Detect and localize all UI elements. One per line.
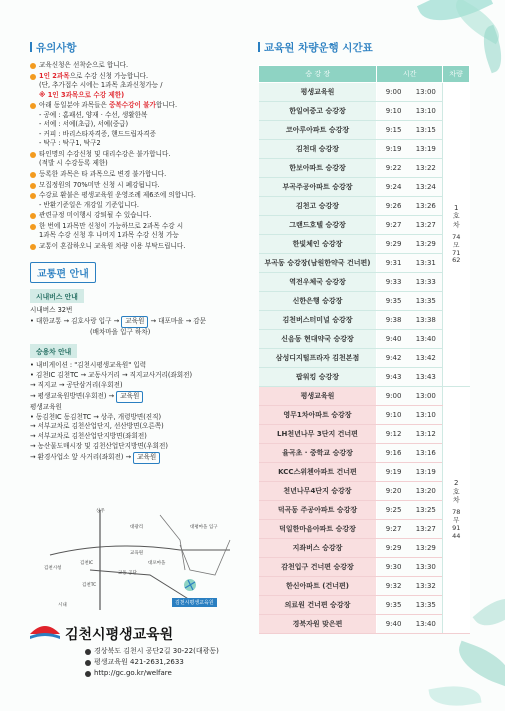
afternoon-time: 13:40 — [410, 615, 443, 634]
academy-box: 교육원 — [121, 316, 148, 328]
notice-subline: - 탁구 : 탁구1, 탁구2 — [39, 139, 101, 148]
schedule-row — [259, 596, 470, 615]
schedule-row — [259, 558, 470, 577]
morning-time: 9:22 — [377, 159, 410, 178]
afternoon-time: 13:10 — [410, 406, 443, 425]
bullet-icon — [30, 193, 36, 199]
bullet-icon — [30, 244, 36, 250]
morning-time: 9:16 — [377, 444, 410, 463]
morning-time: 9:10 — [377, 102, 410, 121]
org-contact — [85, 646, 219, 680]
org-address: 경상북도 김천시 공단2길 30-22(대광동) — [85, 646, 219, 657]
car-line: → 농산물도매시장 및 김천산업단지방면(우회전) — [30, 442, 168, 451]
car-line: • 내비게이션 : "김천시평생교육원" 입력 — [30, 361, 147, 370]
map-label: 김천TC — [82, 583, 97, 588]
afternoon-time: 13:16 — [410, 444, 443, 463]
notice-subline: - 서예 : 서예(초급), 서예(중급) — [39, 120, 129, 129]
stop-name: 평생교육원 — [259, 387, 377, 406]
schedule-row — [259, 387, 470, 406]
afternoon-time: 13:35 — [410, 292, 443, 311]
stop-name: 천년나무4단지 승강장 — [259, 482, 377, 501]
afternoon-time: 13:31 — [410, 254, 443, 273]
morning-time: 9:00 — [377, 387, 410, 406]
schedule-row — [259, 216, 470, 235]
stop-name: 한신아파트 (건너편) — [259, 577, 377, 596]
morning-time: 9:24 — [377, 178, 410, 197]
stop-name: 감천입구 건너편 승강장 — [259, 558, 377, 577]
vehicle-plate: 91 — [452, 524, 461, 533]
afternoon-time: 13:26 — [410, 197, 443, 216]
morning-time: 9:19 — [377, 140, 410, 159]
morning-time: 9:27 — [377, 216, 410, 235]
notice-subline: - 공예 : 홈패션, 양재 · 수선, 생활한복 — [39, 110, 148, 119]
schedule-row — [259, 159, 470, 178]
afternoon-time: 13:15 — [410, 121, 443, 140]
morning-time: 9:32 — [377, 577, 410, 596]
notice-subline: ※ 1인 3과목으로 수강 제한) — [39, 90, 125, 99]
afternoon-time: 13:00 — [410, 387, 443, 406]
notice-subline: (적발 시 수강등록 제한) — [39, 159, 108, 168]
morning-time: 9:00 — [377, 83, 410, 102]
afternoon-time: 13:10 — [410, 102, 443, 121]
stop-name: 의료원 건너편 승강장 — [259, 596, 377, 615]
org-name: 김천시평생교육원 — [65, 627, 174, 643]
schedule-row — [259, 178, 470, 197]
vehicle-label: 차 — [452, 220, 460, 229]
header-time: 시간 — [377, 66, 442, 83]
afternoon-time: 13:19 — [410, 140, 443, 159]
city-bus-note: (배차마을 입구 하차) — [90, 328, 151, 337]
schedule-title: 교육원 차량운행 시간표 — [258, 40, 478, 55]
header-stop: 승 강 장 — [259, 66, 377, 83]
notice-item: 교통이 혼잡하오니 교육원 차량 이용 부탁드립니다. — [30, 242, 250, 252]
vehicle-plate: 78 — [452, 508, 461, 517]
schedule-row — [259, 406, 470, 425]
notice-item: 1인 2과목으로 수강 신청 가능합니다. (단, 추가접수 시에는 1과목 초과신청가능 / ※ 1인 3과목으로 수강 제한) — [30, 72, 250, 101]
vehicle-label: 2 — [453, 479, 459, 488]
map-label: 대평마을 입구 — [190, 525, 218, 530]
stop-name: 팝워킹 승강장 — [259, 368, 377, 387]
stop-name: 그랜드호텔 승강장 — [259, 216, 377, 235]
map-target-label: 김천시평생교육원 — [172, 598, 217, 607]
stop-name: 율곡초 · 중학교 승강장 — [259, 444, 377, 463]
notice-item: 수강료 환불은 평생교육원 운영조례 제6조에 의합니다. - 반환기준일은 개강일 기준입니다. — [30, 191, 250, 210]
leaf-decoration — [428, 681, 481, 711]
car-line: • 동김천IC 동김천TC → 상주, 개령방면(진직) — [30, 412, 162, 421]
car-info — [30, 361, 250, 464]
stop-name: 코아루아파트 승강장 — [259, 121, 377, 140]
afternoon-time: 13:32 — [410, 577, 443, 596]
afternoon-time: 13:29 — [410, 539, 443, 558]
schedule-row — [259, 368, 470, 387]
afternoon-time: 13:00 — [410, 83, 443, 102]
vehicle-plate: 무 — [453, 516, 460, 525]
stop-name: 김천고 승강장 — [259, 197, 377, 216]
morning-time: 9:42 — [377, 349, 410, 368]
phone-icon — [85, 660, 91, 666]
stop-name: 신한은행 승강장 — [259, 292, 377, 311]
vehicle-cell — [442, 387, 469, 634]
city-bus-tag: 시내버스 안내 — [30, 289, 84, 303]
map-label: 김천시청 — [44, 566, 62, 571]
traffic-title: 교통편 안내 — [30, 262, 96, 283]
schedule-row — [259, 349, 470, 368]
map-label: 대포마을 — [148, 561, 166, 566]
academy-box: 교육원 — [133, 452, 160, 464]
notice-subline: - 반환기준일은 개강일 기준입니다. — [39, 200, 139, 209]
org-logo-icon — [30, 622, 60, 642]
morning-time: 9:15 — [377, 121, 410, 140]
morning-time: 9:26 — [377, 197, 410, 216]
vehicle-label: 차 — [452, 496, 460, 505]
morning-time: 9:27 — [377, 520, 410, 539]
bullet-icon — [30, 74, 36, 80]
schedule-row — [259, 235, 470, 254]
afternoon-time: 13:20 — [410, 482, 443, 501]
map-label: 교육원 — [130, 551, 144, 556]
academy-box: 교육원 — [116, 391, 143, 403]
car-line: → 서부교차로 김천산업단지방면(좌회전) — [30, 432, 147, 441]
vehicle-plate: 62 — [452, 256, 461, 265]
notice-subline: - 커피 : 바리스타자격증, 핸드드립자격증 — [39, 129, 156, 138]
car-tag: 승용차 안내 — [30, 344, 77, 358]
map-label: 상주 — [96, 509, 105, 514]
car-line: 평생교육원 — [30, 402, 62, 411]
map-label: 김천IC — [80, 561, 94, 566]
bullet-icon — [30, 213, 36, 219]
car-line: → 직지교 → 공단삼거리(우회전) — [30, 380, 123, 389]
afternoon-time: 13:24 — [410, 178, 443, 197]
notice-item: 모집정원의 70%미만 신청 시 폐강됩니다. — [30, 181, 250, 191]
notice-item: 한 번에 1과목만 신청이 가능하므로 2과목 수강 시 1과목 수강 신청 후 나머지 1과목 수강 신청 가능 — [30, 222, 250, 241]
bullet-icon — [30, 63, 36, 69]
morning-time: 9:40 — [377, 330, 410, 349]
schedule-row — [259, 330, 470, 349]
schedule-row — [259, 425, 470, 444]
car-line: → 평생교육원방면(우회전) → 교육원 — [30, 391, 250, 403]
morning-time: 9:12 — [377, 425, 410, 444]
bullet-icon — [30, 172, 36, 178]
notice-subline: 1과목 수강 신청 후 나머지 1과목 수강 신청 가능 — [39, 231, 179, 240]
afternoon-time: 13:29 — [410, 235, 443, 254]
morning-time: 9:29 — [377, 235, 410, 254]
afternoon-time: 13:22 — [410, 159, 443, 178]
morning-time: 9:35 — [377, 292, 410, 311]
schedule-row — [259, 140, 470, 159]
notice-title: 유의사항 — [30, 40, 250, 55]
afternoon-time: 13:27 — [410, 216, 443, 235]
city-bus-info — [30, 306, 250, 338]
stop-name: 김천버스터미널 승강장 — [259, 311, 377, 330]
schedule-row — [259, 520, 470, 539]
schedule-row — [259, 463, 470, 482]
afternoon-time: 13:40 — [410, 330, 443, 349]
afternoon-time: 13:35 — [410, 596, 443, 615]
stop-name: 역전우체국 승강장 — [259, 273, 377, 292]
car-line: • 김천IC 김천TC → 교동사거리 → 직지교사거리(좌회전) — [30, 370, 193, 379]
vehicle-plate: 71 — [452, 248, 461, 257]
org-website[interactable]: http://gc.go.kr/welfare — [85, 668, 219, 679]
stop-name: LH천년나무 3단지 건너편 — [259, 425, 377, 444]
stop-name: 김천대 승강장 — [259, 140, 377, 159]
city-bus-line: 시내버스 32번 — [30, 306, 73, 315]
notice-subline: (단, 추가접수 시에는 1과목 초과신청가능 / — [39, 81, 163, 90]
morning-time: 9:30 — [377, 558, 410, 577]
morning-time: 9:38 — [377, 311, 410, 330]
vehicle-label: 호 — [452, 487, 460, 496]
car-line: → 환경사업소 앞 사거리(좌회전) → 교육원 — [30, 452, 250, 464]
afternoon-time: 13:43 — [410, 368, 443, 387]
bullet-icon — [30, 224, 36, 230]
vehicle-plate: 74 — [452, 232, 461, 241]
morning-time: 9:33 — [377, 273, 410, 292]
org-phone: 평생교육원 421-2631,2633 — [85, 657, 219, 668]
notice-item: 아래 동일분야 과목들은 중복수강이 불가합니다. - 공예 : 홈패션, 양재 · 수선, 생활한복 - 서예 : 서예(초급), 서예(중급) - 커피 : 바리스타자격증, 핸드드립자격증 - 탁구 : 탁구1, 탁구2 — [30, 101, 250, 149]
morning-time: 9:35 — [377, 596, 410, 615]
location-pin-icon — [85, 649, 91, 655]
vehicle-label: 호 — [452, 212, 460, 221]
morning-time: 9:29 — [377, 539, 410, 558]
morning-time: 9:43 — [377, 368, 410, 387]
afternoon-time: 13:33 — [410, 273, 443, 292]
stop-name: 덕일한마음아파트 승강장 — [259, 520, 377, 539]
schedule-row — [259, 197, 470, 216]
morning-time: 9:20 — [377, 482, 410, 501]
left-column — [30, 40, 250, 464]
bullet-icon — [30, 183, 36, 189]
morning-time: 9:31 — [377, 254, 410, 273]
stop-name: 부곡동 승강장(남원한약국 건너편) — [259, 254, 377, 273]
schedule-row — [259, 615, 470, 634]
stop-name: 한보아파트 승강장 — [259, 159, 377, 178]
afternoon-time: 13:12 — [410, 425, 443, 444]
map-label: 교동 공단 — [118, 571, 137, 576]
schedule-row — [259, 121, 470, 140]
schedule-row — [259, 311, 470, 330]
stop-name: 한빛체인 승강장 — [259, 235, 377, 254]
map-label: 시내 — [58, 603, 67, 608]
schedule-row — [259, 83, 470, 102]
bullet-icon — [30, 152, 36, 158]
vehicle-label: 1 — [453, 203, 459, 212]
schedule-row — [259, 292, 470, 311]
location-map — [30, 510, 240, 610]
vehicle-cell — [442, 83, 469, 387]
stop-name: 지좌버스 승강장 — [259, 539, 377, 558]
morning-time: 9:40 — [377, 615, 410, 634]
city-bus-route: • 대한교통 → 김호사랑 입구 → 교육원 → 대포마을 → 감문 — [30, 316, 250, 328]
schedule-row — [259, 273, 470, 292]
schedule-row — [259, 254, 470, 273]
stop-name: 평생교육원 — [259, 83, 377, 102]
stop-name: 영무1차아파트 승강장 — [259, 406, 377, 425]
car-line: → 서부교차로 김천산업단지, 선산방면(오른쪽) — [30, 422, 164, 431]
stop-name: 부곡주공아파트 승강장 — [259, 178, 377, 197]
schedule-row — [259, 444, 470, 463]
afternoon-time: 13:30 — [410, 558, 443, 577]
notice-list — [30, 61, 250, 251]
schedule-body — [259, 83, 470, 634]
stop-name: 삼성디지털프라자 김천본점 — [259, 349, 377, 368]
morning-time: 9:25 — [377, 501, 410, 520]
morning-time: 9:19 — [377, 463, 410, 482]
vehicle-plate: 44 — [452, 531, 461, 540]
bullet-icon — [30, 103, 36, 109]
afternoon-time: 13:19 — [410, 463, 443, 482]
schedule-row — [259, 102, 470, 121]
afternoon-time: 13:42 — [410, 349, 443, 368]
schedule-row — [259, 482, 470, 501]
stop-name: 덕곡동 주공아파트 승강장 — [259, 501, 377, 520]
schedule-row — [259, 577, 470, 596]
stop-name: KCC스위첸아파트 건너편 — [259, 463, 377, 482]
right-column — [258, 40, 478, 634]
leaf-decoration — [452, 641, 505, 688]
vehicle-plate: 모 — [453, 240, 460, 249]
schedule-header-row — [259, 66, 470, 83]
morning-time: 9:10 — [377, 406, 410, 425]
afternoon-time: 13:38 — [410, 311, 443, 330]
stop-name: 한일여중고 승강장 — [259, 102, 377, 121]
stop-name: 경북자원 맞은편 — [259, 615, 377, 634]
notice-item: 타인명의 수강신청 및 대리수강은 불가합니다. (적발 시 수강등록 제한) — [30, 150, 250, 169]
stop-name: 신음동 현대약국 승강장 — [259, 330, 377, 349]
globe-icon — [85, 671, 91, 677]
notice-item: 등록한 과목은 타 과목으로 변경 불가합니다. — [30, 170, 250, 180]
schedule-row — [259, 539, 470, 558]
schedule-row — [259, 501, 470, 520]
afternoon-time: 13:25 — [410, 501, 443, 520]
afternoon-time: 13:27 — [410, 520, 443, 539]
map-label: 대광리 — [130, 525, 144, 530]
schedule-table — [258, 65, 470, 634]
notice-item: 교육신청은 선착순으로 합니다. — [30, 61, 250, 71]
notice-item: 관련규정 미이행시 강퇴될 수 있습니다. — [30, 211, 250, 221]
header-vehicle: 차량 — [442, 66, 469, 83]
